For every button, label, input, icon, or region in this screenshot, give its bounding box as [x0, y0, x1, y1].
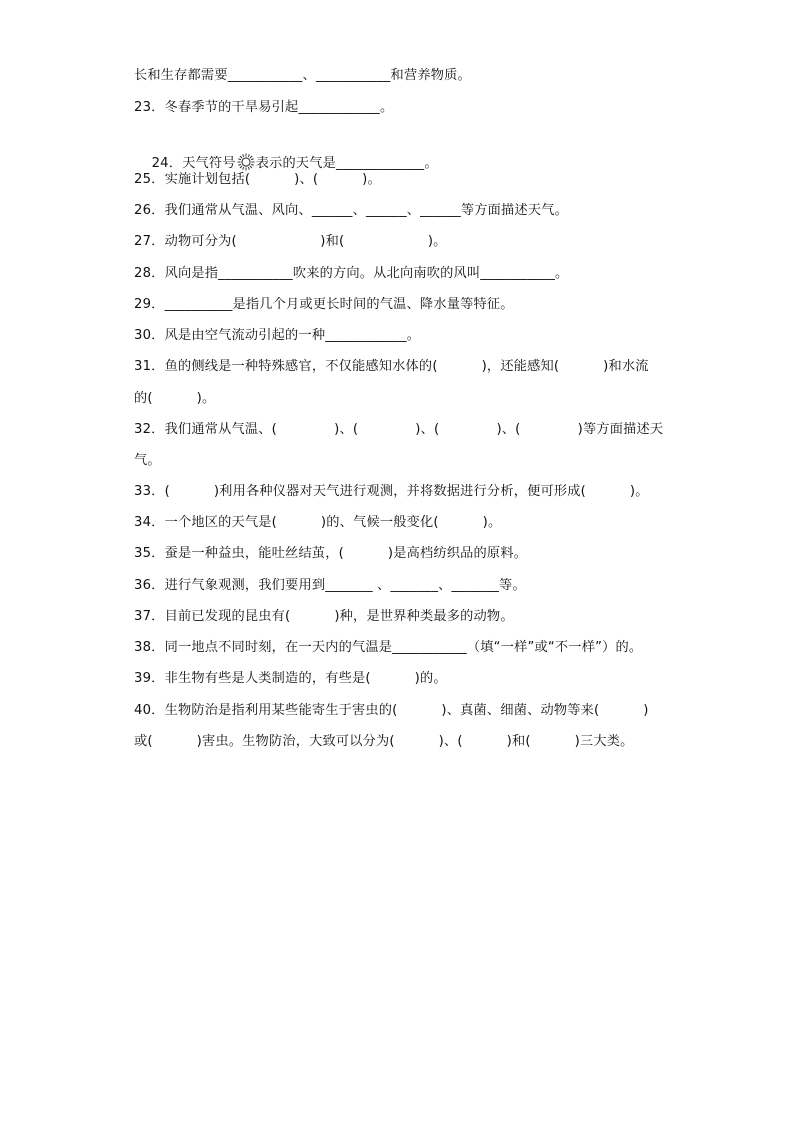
- question-26: 26．我们通常从气温、风向、______、______、______等方面描述天气。: [134, 203, 568, 218]
- question-34: 34．一个地区的天气是( )的、气候一般变化( )。: [134, 515, 502, 530]
- question-31-line-2: 的( )。: [134, 391, 216, 406]
- question-31-line-1: 31．鱼的侧线是一种特殊感官，不仅能感知水体的( )，还能感知( )和水流: [134, 359, 649, 374]
- question-29: 29．__________是指几个月或更长时间的气温、降水量等特征。: [134, 297, 514, 312]
- question-36: 36．进行气象观测，我们要用到_______ 、_______、_______等。: [134, 578, 526, 593]
- question-30: 30．风是由空气流动引起的一种____________。: [134, 328, 421, 343]
- question-32-line-1: 32．我们通常从气温、( )、( )、( )、( )等方面描述天: [134, 422, 664, 437]
- question-37: 37．目前已发现的昆虫有( )种，是世界种类最多的动物。: [134, 609, 514, 624]
- question-22-continuation: 长和生存都需要___________、___________和营养物质。: [134, 68, 471, 83]
- question-39: 39．非生物有些是人类制造的，有些是( )的。: [134, 671, 447, 686]
- question-40-line-2: 或( )害虫。生物防治，大致可以分为( )、( )和( )三大类。: [134, 734, 634, 749]
- question-33: 33．( )利用各种仪器对天气进行观测，并将数据进行分析，便可形成( )。: [134, 484, 649, 499]
- question-35: 35．蚕是一种益虫，能吐丝结茧，( )是高档纺织品的原料。: [134, 546, 528, 561]
- question-40-line-1: 40．生物防治是指利用某些能寄生于害虫的( )、真菌、细菌、动物等来( ): [134, 703, 649, 718]
- question-25: 25．实施计划包括( )、( )。: [134, 172, 381, 187]
- question-24-suffix: 表示的天气是_____________。: [255, 156, 438, 171]
- question-24-prefix: 24．天气符号: [151, 156, 236, 171]
- question-28: 28．风向是指___________吹来的方向。从北向南吹的风叫___________。: [134, 266, 569, 281]
- question-27: 27．动物可分为( )和( )。: [134, 234, 447, 249]
- question-38: 38．同一地点不同时刻，在一天内的气温是___________（填“一样”或“不一样”）的。: [134, 640, 643, 655]
- sun-icon: [237, 153, 255, 171]
- question-23: 23．冬春季节的干旱易引起____________。: [134, 100, 394, 115]
- question-32-line-2: 气。: [134, 453, 161, 468]
